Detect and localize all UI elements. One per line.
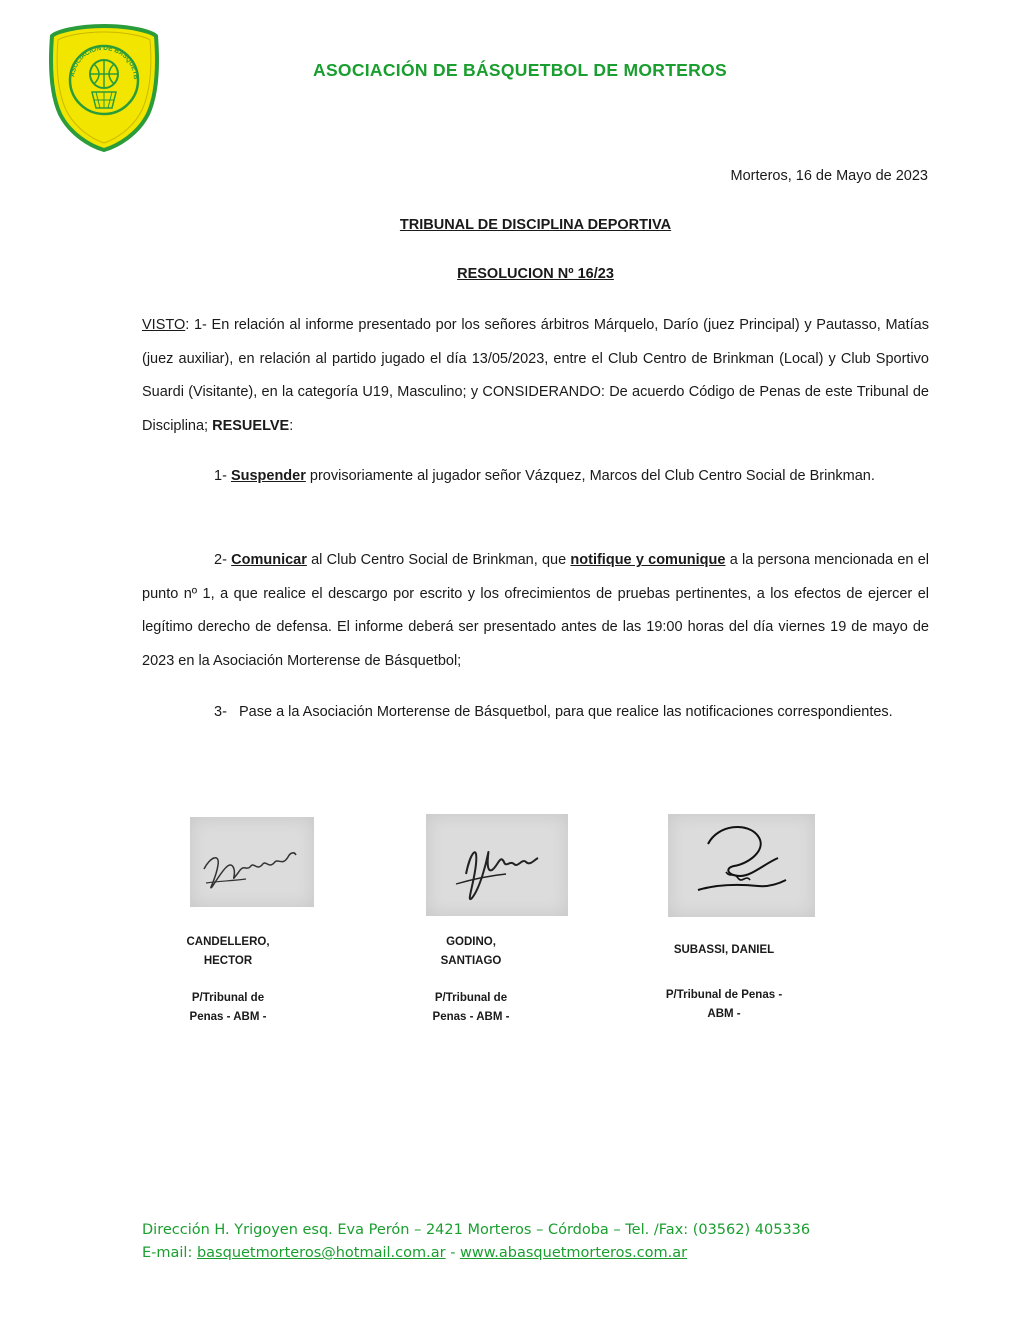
signer-godino: GODINO, SANTIAGO P/Tribunal de Penas - ABM - [432,936,510,1023]
item-3-paragraph: 3- Pase a la Asociación Morterense de Básquetbol, para que realice las notificaciones correspondientes. [214,704,893,720]
comunicar-verb: Comunicar [231,552,307,568]
svg-text:ASOCIACION DE BASQUETBOL DE MO: ASOCIACION DE BASQUETB [69,44,140,80]
tribunal-heading: TRIBUNAL DE DISCIPLINA DEPORTIVA [399,217,672,233]
item-2-paragraph: 2- Comunicar al Club Centro Social de Brinkman, que notifique y comunique a la persona mencionada en el punto nº 1, a que realice el descargo por escrito y los ofrecimientos de pruebas pertinentes, a los efectos de ejercer el legítimo derecho de defensa. El informe deberá ser presentado antes de las 19:00 horas del día viernes 19 de mayo de 2023 en la Asociación Morterense de Básquetbol; [142,552,929,670]
item-1-paragraph: 1- Suspender provisoriamente al jugador señor Vázquez, Marcos del Club Centro Social de Brinkman. [214,468,875,484]
notifique-emphasis: notifique y comunique [570,552,726,568]
suspender-verb: Suspender [230,468,306,484]
visto-paragraph: VISTO: 1- En relación al informe presentado por los señores árbitros Márquelo, Darío (juez Principal) y Pautasso, Matías (juez auxiliar), en relación al partido jugado el día 13/05/2023, entre el Club Centro de Brinkman (Local) y Club Sportivo Suardi (Visitante), en la categoría U19, Masculino; y CONSIDERANDO: De acuerdo Código de Penas de este Tribunal de Disciplina; RESUELVE: [142,317,929,435]
organization-title: ASOCIACIÓN DE BÁSQUETBOL DE MORTEROS [313,60,727,80]
resolution-heading: RESOLUCION Nº 16/23 [457,266,614,282]
signer-subassi: SUBASSI, DANIEL P/Tribunal de Penas - ABM - [665,944,783,1020]
association-logo [46,22,162,152]
email-link[interactable]: basquetmorteros@hotmail.com.ar [196,1245,446,1261]
footer-address: Dirección H. Yrigoyen esq. Eva Perón – 2421 Morteros – Córdoba – Tel. /Fax: (03562) 405336 [142,1222,811,1238]
website-link[interactable]: www.abasquetmorteros.com.ar [460,1245,688,1261]
footer-contact: E-mail: basquetmorteros@hotmail.com.ar - www.abasquetmorteros.com.ar [142,1245,688,1261]
signature-subassi [668,814,815,917]
signature-candellero [190,817,314,907]
date-line: Morteros, 16 de Mayo de 2023 [730,168,928,184]
resuelve-label: RESUELVE [212,418,290,435]
visto-label: VISTO [142,317,186,333]
signer-candellero: CANDELLERO, HECTOR P/Tribunal de Penas - ABM - [186,936,270,1023]
signature-godino [426,814,568,916]
